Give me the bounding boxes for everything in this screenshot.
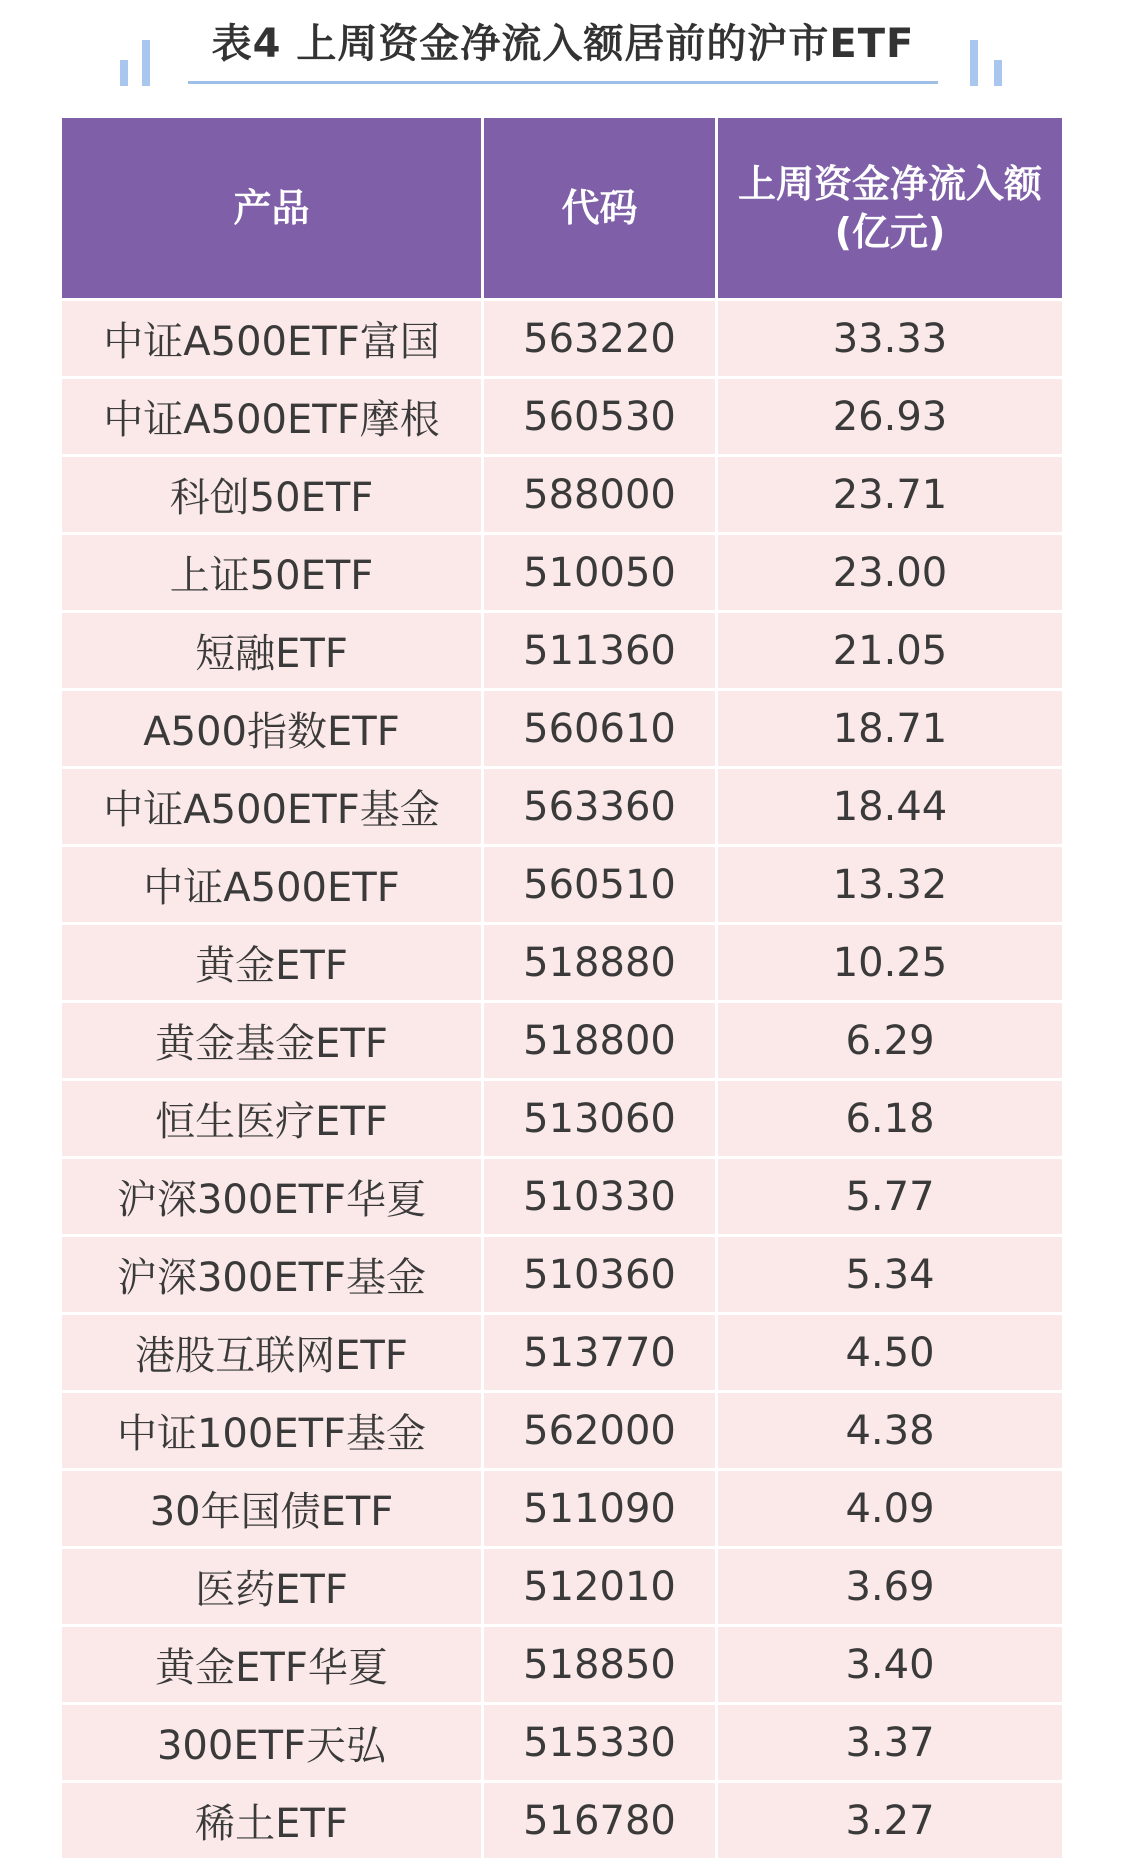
cell-net-inflow: 18.44 [832, 783, 948, 830]
header-net-inflow [718, 118, 1062, 298]
cell-code: 562000 [484, 1393, 718, 1468]
cell-code: 560610 [484, 691, 718, 766]
cell-code: 518800 [484, 1003, 718, 1078]
cell-code: 513060 [484, 1081, 718, 1156]
cell-product: 黄金ETF [62, 925, 484, 1000]
cell-code: 512010 [484, 1549, 718, 1624]
cell-code: 510360 [484, 1237, 718, 1312]
table-row [62, 1003, 1062, 1078]
cell-product: 中证A500ETF基金 [62, 769, 484, 844]
cell-net-inflow: 18.71 [832, 705, 948, 752]
cell-code: 510050 [484, 535, 718, 610]
cell-code: 563220 [484, 301, 718, 376]
table-row [62, 1237, 1062, 1312]
cell-code: 518850 [484, 1627, 718, 1702]
cell-product: 30年国债ETF [62, 1471, 484, 1546]
cell-net-inflow: 23.71 [832, 471, 948, 518]
table-row [62, 613, 1062, 688]
cell-net-inflow: 3.37 [845, 1719, 935, 1766]
cell-product: 中证A500ETF摩根 [62, 379, 484, 454]
cell-product: 沪深300ETF华夏 [62, 1159, 484, 1234]
table-row [62, 301, 1062, 376]
cell-net-inflow: 10.25 [832, 939, 948, 986]
cell-code: 515330 [484, 1705, 718, 1780]
cell-code: 563360 [484, 769, 718, 844]
cell-net-inflow: 3.40 [845, 1641, 935, 1688]
cell-product: A500指数ETF [62, 691, 484, 766]
table-row [62, 1159, 1062, 1234]
header-net-inflow-label: 上周资金净流入额 [737, 162, 1042, 206]
cell-product: 医药ETF [62, 1549, 484, 1624]
cell-code: 560510 [484, 847, 718, 922]
table-row [62, 1081, 1062, 1156]
cell-code: 510330 [484, 1159, 718, 1234]
table-header [62, 118, 1062, 298]
table-row [62, 1627, 1062, 1702]
table-title-area [0, 0, 1125, 110]
cell-net-inflow: 5.34 [845, 1251, 935, 1298]
title-underline [188, 81, 938, 84]
table-row [62, 1393, 1062, 1468]
table-row [62, 379, 1062, 454]
cell-net-inflow: 33.33 [832, 315, 948, 362]
table-row [62, 769, 1062, 844]
cell-net-inflow: 4.09 [845, 1485, 935, 1532]
cell-net-inflow: 3.27 [845, 1797, 935, 1844]
cell-product: 中证100ETF基金 [62, 1393, 484, 1468]
table-body [62, 301, 1062, 1858]
cell-product: 沪深300ETF基金 [62, 1237, 484, 1312]
cell-code: 518880 [484, 925, 718, 1000]
cell-product: 上证50ETF [62, 535, 484, 610]
cell-product: 黄金ETF华夏 [62, 1627, 484, 1702]
cell-code: 588000 [484, 457, 718, 532]
cell-product: 短融ETF [62, 613, 484, 688]
cell-net-inflow: 5.77 [845, 1173, 935, 1220]
cell-net-inflow: 21.05 [832, 627, 948, 674]
cell-product: 港股互联网ETF [62, 1315, 484, 1390]
cell-code: 516780 [484, 1783, 718, 1858]
cell-product: 中证A500ETF富国 [62, 301, 484, 376]
table-row [62, 535, 1062, 610]
cell-net-inflow: 4.50 [845, 1329, 935, 1376]
cell-product: 黄金基金ETF [62, 1003, 484, 1078]
cell-code: 511090 [484, 1471, 718, 1546]
header-code: 代码 [484, 118, 718, 298]
cell-code: 511360 [484, 613, 718, 688]
table-title: 表4 上周资金净流入额居前的沪市ETF [211, 21, 915, 67]
cell-code: 560530 [484, 379, 718, 454]
table-row [62, 457, 1062, 532]
etf-inflow-table [62, 118, 1062, 1858]
cell-product: 恒生医疗ETF [62, 1081, 484, 1156]
cell-net-inflow: 26.93 [832, 393, 948, 440]
cell-product: 稀土ETF [62, 1783, 484, 1858]
table-row [62, 1315, 1062, 1390]
table-row [62, 1549, 1062, 1624]
cell-net-inflow: 6.29 [845, 1017, 935, 1064]
cell-net-inflow: 6.18 [845, 1095, 935, 1142]
cell-code: 513770 [484, 1315, 718, 1390]
cell-net-inflow: 3.69 [845, 1563, 935, 1610]
table-row [62, 925, 1062, 1000]
cell-net-inflow: 23.00 [832, 549, 948, 596]
header-product: 产品 [62, 118, 484, 298]
table-row [62, 847, 1062, 922]
table-row [62, 1471, 1062, 1546]
table-row [62, 691, 1062, 766]
cell-net-inflow: 4.38 [845, 1407, 935, 1454]
header-net-inflow-unit: (亿元) [834, 210, 946, 254]
cell-product: 300ETF天弘 [62, 1705, 484, 1780]
cell-product: 科创50ETF [62, 457, 484, 532]
table-row [62, 1705, 1062, 1780]
cell-net-inflow: 13.32 [832, 861, 948, 908]
cell-product: 中证A500ETF [62, 847, 484, 922]
